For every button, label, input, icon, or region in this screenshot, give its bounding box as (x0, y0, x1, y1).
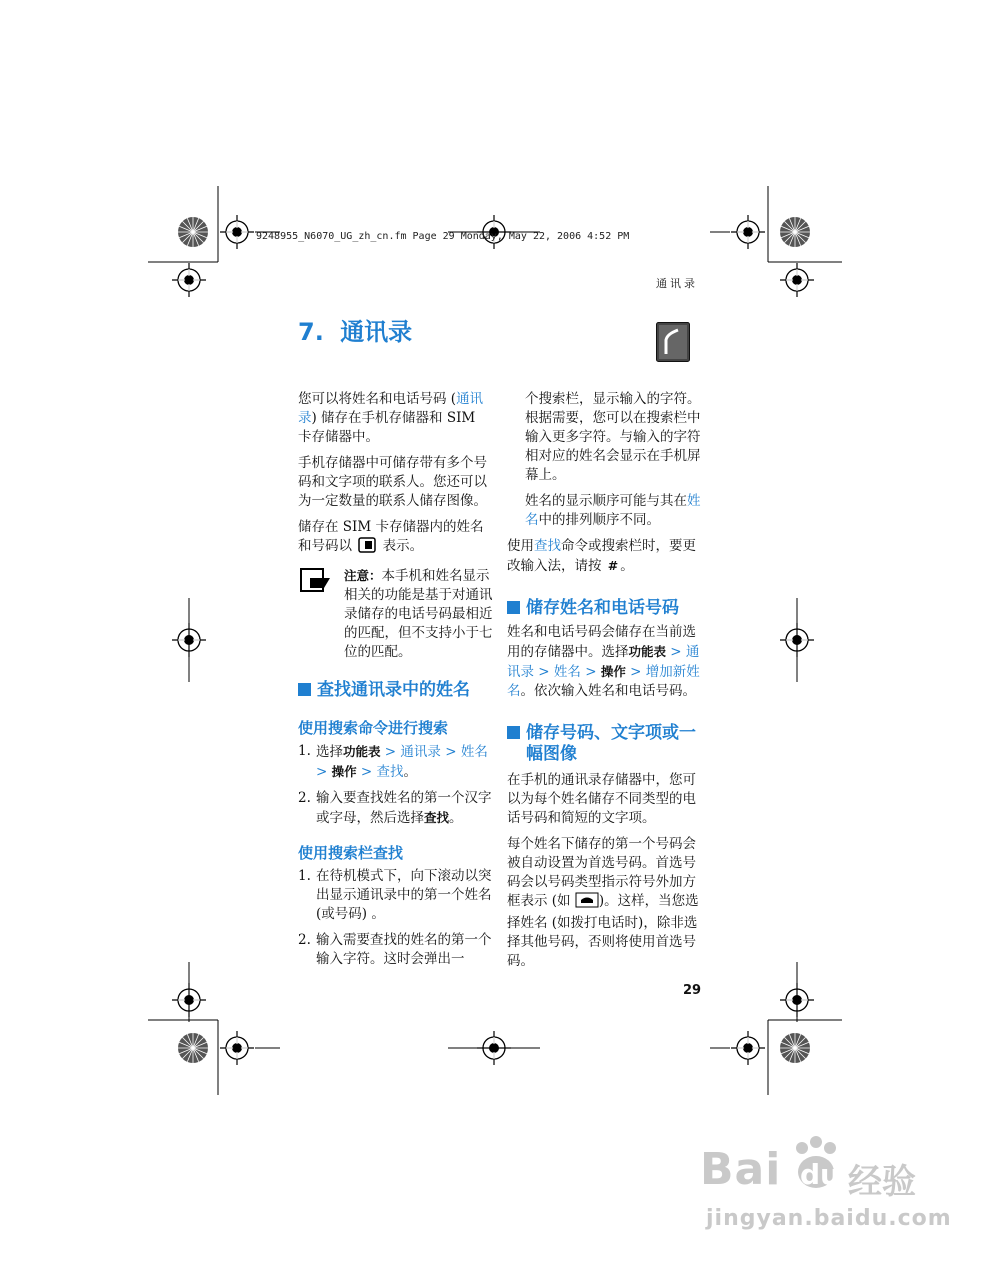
change-input-paragraph: 使用查找命令或搜索栏时，要更改输入法，请按 # 。 (507, 538, 696, 574)
sim-icon (358, 537, 376, 559)
contacts-link[interactable]: 通讯录 (507, 644, 700, 680)
contacts-chapter-icon (656, 322, 690, 362)
name-order-note: 姓名的显示顺序可能与其在姓名中的排列顺序不同。 (525, 493, 701, 528)
watermark-url: jingyan.baidu.com (706, 1206, 952, 1231)
baidu-watermark (700, 1130, 952, 1240)
list-item: 1. 在待机模式下，向下滚动以突出显示通讯录中的第一个姓名 (或号码) 。 (298, 868, 492, 922)
find-link[interactable]: 查找 (376, 764, 404, 780)
multi-paragraph-2: 每个姓名下储存的第一个号码会被自动设置为首选号码。首选号码会以号码类型指示符号外加方框表示 (如 )。这样，当您选择姓名 (如拨打电话时)，除非选择其他号码，否则将使用首选号码。 (507, 836, 699, 969)
intro-paragraph-3: 储存在 SIM 卡存储器内的姓名和号码以 表示。 (298, 518, 493, 559)
chapter-name: 通讯录 (340, 318, 413, 346)
search-bar-heading: 使用搜索栏查找 (298, 844, 404, 862)
names-link[interactable]: 姓名 (460, 744, 488, 760)
multi-paragraph-1: 在手机的通讯录存储器中，您可以为每个姓名储存不同类型的电话号码和简短的文字项。 (507, 772, 696, 826)
list-item: 1. 选择功能表 > 通讯录 > 姓名 > 操作 > 查找。 (298, 743, 488, 780)
find-heading: 查找通讯录中的姓名 (298, 680, 493, 701)
save-paragraph: 姓名和电话号码会储存在当前选用的存储器中。选择功能表 > 通讯录 > 姓名 > 操作 > 增加新姓名。依次输入姓名和电话号码。 (507, 624, 700, 699)
search-bar-continued: 个搜索栏，显示输入的字符。根据需要，您可以在搜索栏中输入更多字符。与输入的字符相对应的姓名会显示在手机屏幕上。 (525, 391, 701, 483)
note-icon (300, 568, 334, 602)
note-text: 本手机和姓名显示相关的功能是基于对通讯录储存的电话号码最相近的匹配，但不支持小于七位的匹配。 (344, 568, 493, 660)
contacts-link[interactable]: 通讯录 (400, 744, 441, 760)
left-column (298, 390, 493, 976)
search-command-steps (298, 742, 493, 828)
list-item: 2. 输入要查找姓名的第一个汉字或字母，然后选择查找。 (298, 790, 492, 826)
save-heading: 储存姓名和电话号码 (507, 598, 702, 619)
right-column (507, 390, 702, 978)
note-label: 注意： (344, 568, 382, 583)
watermark-cn: 经验 (848, 1162, 916, 1202)
file-header: 9248955_N6070_UG_zh_cn.fm Page 29 Monday, May 22, 2006 4:52 PM (256, 231, 630, 242)
watermark-du: du (800, 1158, 840, 1191)
note-box (298, 566, 493, 662)
contacts-link[interactable]: 通讯录 (298, 391, 484, 426)
intro-paragraph-2: 手机存储器中可储存带有多个号码和文字项的联系人。您还可以为一定数量的联系人储存图像。 (298, 455, 487, 509)
running-head: 通讯录 (656, 277, 698, 290)
intro-paragraph-1: 您可以将姓名和电话号码 (通讯录) 储存在手机存储器和 SIM 卡存储器中。 (298, 391, 484, 445)
list-item: 2. 输入需要查找的姓名的第一个输入字符。这时会弹出一 (298, 932, 492, 967)
find-link[interactable]: 查找 (534, 538, 561, 554)
names-link[interactable]: 姓名 (553, 664, 581, 680)
chapter-title (298, 312, 412, 347)
chapter-number: 7. (298, 318, 324, 346)
search-command-heading: 使用搜索命令进行搜索 (298, 719, 449, 737)
search-bar-steps (298, 867, 493, 969)
add-new-name-link[interactable]: 增加新姓名 (507, 664, 700, 699)
page-number: 29 (683, 983, 702, 998)
multi-heading: 储存号码、文字项或一幅图像 (507, 723, 702, 765)
hash-key: # (607, 558, 619, 573)
phone-number-icon (575, 892, 599, 914)
watermark-brand: Bai (700, 1144, 782, 1195)
names-link[interactable]: 姓名 (525, 493, 701, 528)
